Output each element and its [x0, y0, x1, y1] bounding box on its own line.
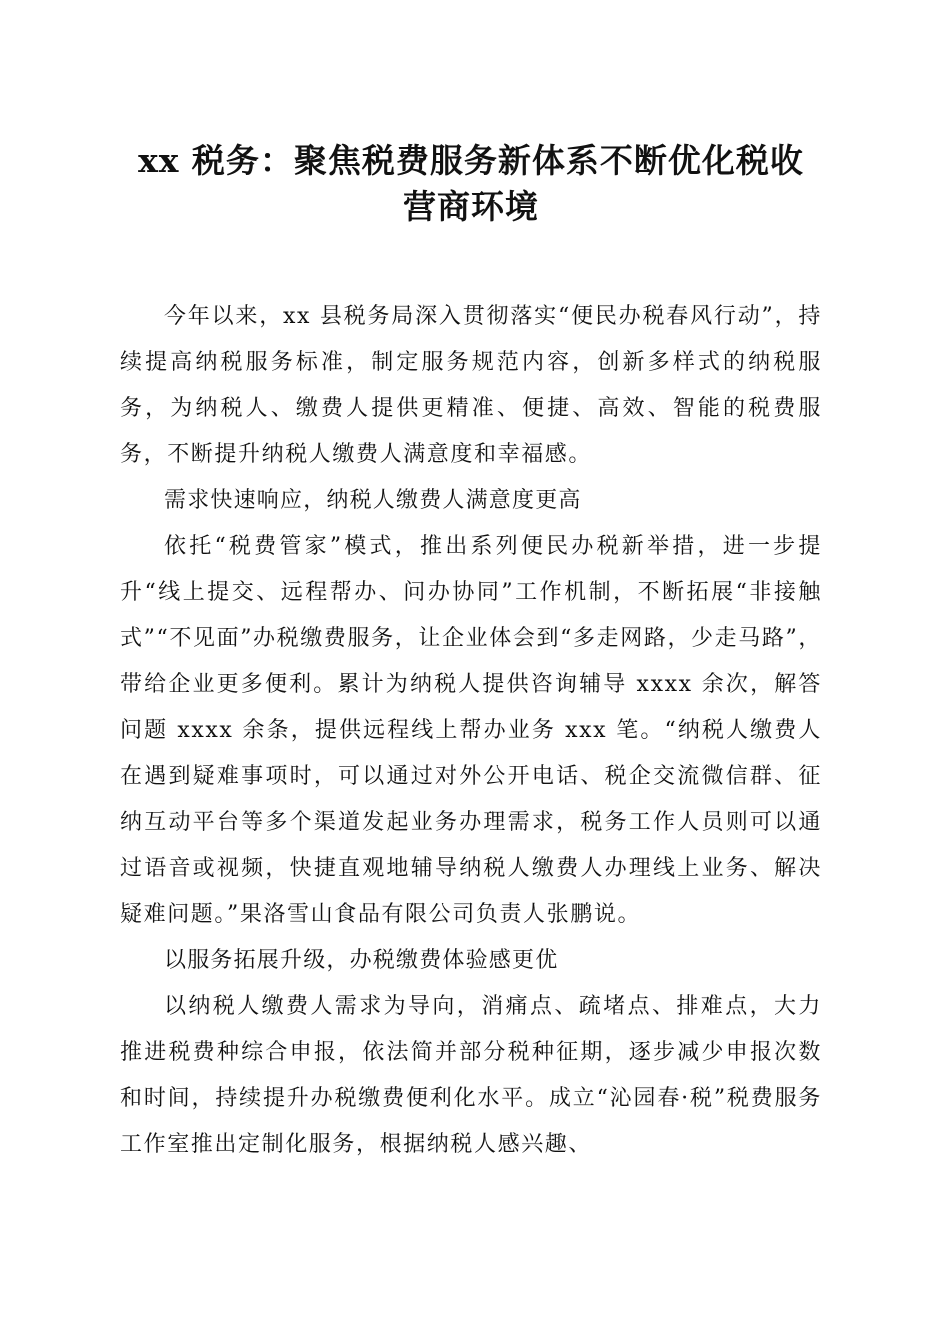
document-title	[120, 138, 822, 230]
intro-paragraph: 今年以来，xx 县税务局深入贯彻落实“便民办税春风行动”，持续提高纳税服务标准，制定服务规范内容，创新多样式的纳税服务，为纳税人、缴费人提供更精准、便捷、高效、智能的税费服务，不断提升纳税人缴费人满意度和幸福感。	[120, 304, 822, 467]
section-heading-service-upgrade: 以服务拓展升级，办税缴费体验感更优	[164, 948, 559, 973]
section-heading-demand-response: 需求快速响应，纳税人缴费人满意度更高	[164, 488, 582, 513]
title-line-2: 营商环境	[403, 187, 539, 226]
demand-response-paragraph: 依托“税费管家”模式，推出系列便民办税新举措，进一步提升“线上提交、远程帮办、问办协同”工作机制，不断拓展“非接触式”“不见面”办税缴费服务，让企业体会到“多走网路，少走马路”，带给企业更多便利。累计为纳税人提供咨询辅导 xxxx 余次，解答问题 xxxx 余条，提供远程线上帮办业务 xxx 笔。“纳税人缴费人在遇到疑难事项时，可以通过对外公开电话、税企交流微信群、征纳互动平台等多个渠道发起业务办理需求，税务工作人员则可以通过语音或视频，快捷直观地辅导纳税人缴费人办理线上业务、解决疑难问题。”果洛雪山食品有限公司负责人张鹏说。	[120, 534, 822, 927]
service-upgrade-paragraph: 以纳税人缴费人需求为导向，消痛点、疏堵点、排难点，大力推进税费种综合申报，依法简并部分税种征期，逐步减少申报次数和时间，持续提升办税缴费便利化水平。成立“沁园春·税”税费服务工作室推出定制化服务，根据纳税人感兴趣、	[120, 994, 822, 1157]
title-line-1: xx 税务：聚焦税费服务新体系不断优化税收	[138, 141, 804, 180]
document-body	[120, 294, 822, 1168]
